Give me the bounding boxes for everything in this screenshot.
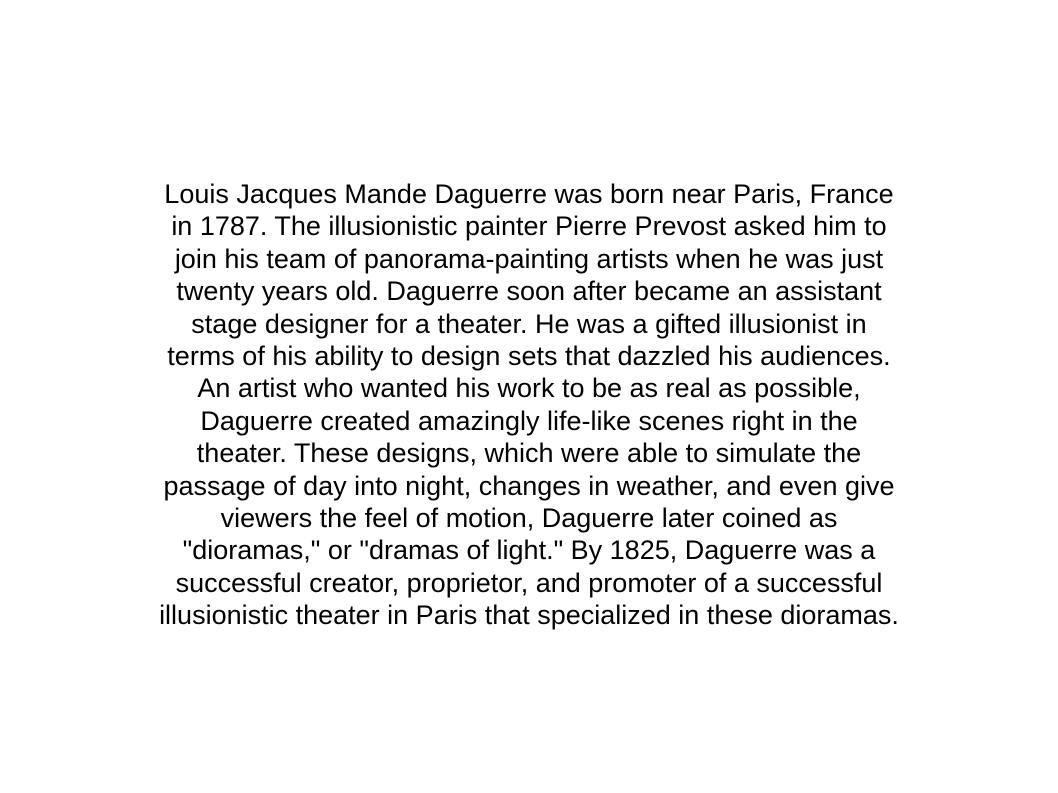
text-line: stage designer for a theater. He was a gifted illusionist in: [191, 308, 867, 339]
text-line: An artist who wanted his work to be as real as possible,: [197, 373, 861, 404]
text-line: successful creator, proprietor, and promoter of a successful: [175, 567, 883, 598]
slide-body-text: [0, 178, 1058, 632]
text-line: join his team of panorama-painting artists when he was just: [174, 243, 884, 274]
text-line: in 1787. The illusionistic painter Pierre Prevost asked him to: [171, 211, 887, 242]
text-line: Daguerre created amazingly life-like scenes right in the: [200, 405, 858, 436]
text-line: illusionistic theater in Paris that specialized in these dioramas.: [159, 600, 899, 631]
text-line: theater. These designs, which were able to simulate the: [196, 438, 862, 469]
text-line: Louis Jacques Mande Daguerre was born near Paris, France: [164, 179, 894, 209]
text-line: viewers the feel of motion, Daguerre later coined as: [220, 503, 838, 534]
text-line: "dioramas," or "dramas of light." By 1825, Daguerre was a: [182, 535, 876, 566]
text-line: passage of day into night, changes in weather, and even give: [163, 470, 895, 501]
text-line: terms of his ability to design sets that dazzled his audiences.: [167, 341, 891, 372]
text-line: twenty years old. Daguerre soon after became an assistant: [176, 276, 882, 307]
